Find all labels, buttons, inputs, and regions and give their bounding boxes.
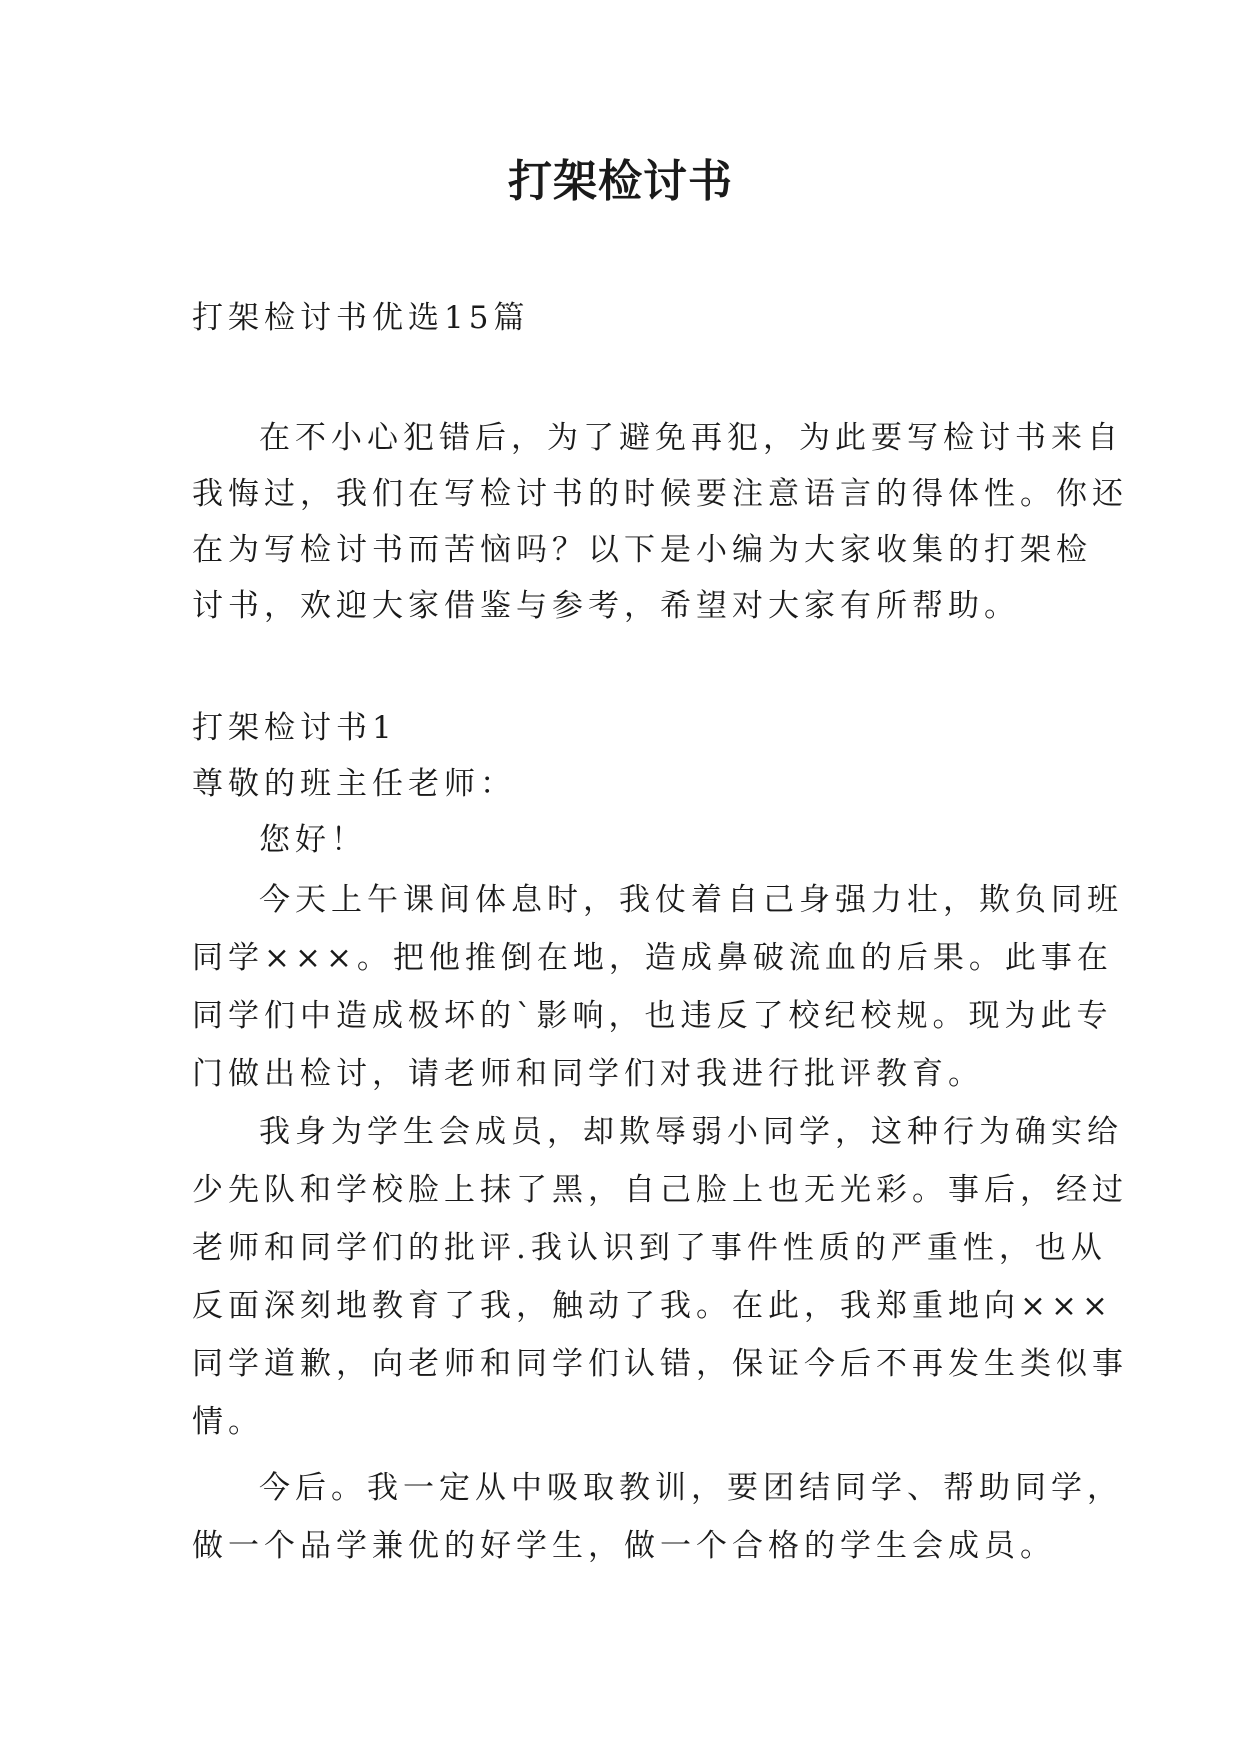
paragraph-line: 少先队和学校脸上抹了黑，自己脸上也无光彩。事后，经过 (192, 1172, 1128, 1208)
paragraph-line: 今后。我一定从中吸取教训，要团结同学、帮助同学， (259, 1470, 1123, 1506)
section-heading: 打架检讨书1 (192, 710, 397, 746)
greeting: 您好！ (259, 822, 367, 858)
paragraph-line: 同学×××。把他推倒在地，造成鼻破流血的后果。此事在 (192, 940, 1113, 976)
paragraph-line: 情。 (192, 1404, 264, 1440)
paragraph-line: 我身为学生会成员，却欺辱弱小同学，这种行为确实给 (259, 1114, 1123, 1150)
paragraph-line: 今天上午课间体息时，我仗着自己身强力壮，欺负同班 (259, 882, 1123, 918)
intro-line: 我悔过，我们在写检讨书的时候要注意语言的得体性。你还 (192, 476, 1128, 512)
intro-line: 在不小心犯错后，为了避免再犯，为此要写检讨书来自 (259, 420, 1123, 456)
paragraph-line: 老师和同学们的批评.我认识到了事件性质的严重性，也从 (192, 1230, 1107, 1266)
paragraph-line: 同学们中造成极坏的`影响，也违反了校纪校规。现为此专 (192, 998, 1113, 1034)
salutation: 尊敬的班主任老师： (192, 766, 516, 802)
paragraph-line: 同学道歉，向老师和同学们认错，保证今后不再发生类似事 (192, 1346, 1128, 1382)
paragraph-line: 门做出检讨，请老师和同学们对我进行批评教育。 (192, 1056, 984, 1092)
intro-line: 在为写检讨书而苦恼吗？以下是小编为大家收集的打架检 (192, 532, 1092, 568)
paragraph-line: 做一个品学兼优的好学生，做一个合格的学生会成员。 (192, 1528, 1056, 1564)
document-subtitle: 打架检讨书优选15篇 (192, 300, 530, 336)
intro-line: 讨书，欢迎大家借鉴与参考，希望对大家有所帮助。 (192, 588, 1020, 624)
document-title: 打架检讨书 (508, 156, 733, 207)
paragraph-line: 反面深刻地教育了我，触动了我。在此，我郑重地向××× (192, 1288, 1113, 1324)
